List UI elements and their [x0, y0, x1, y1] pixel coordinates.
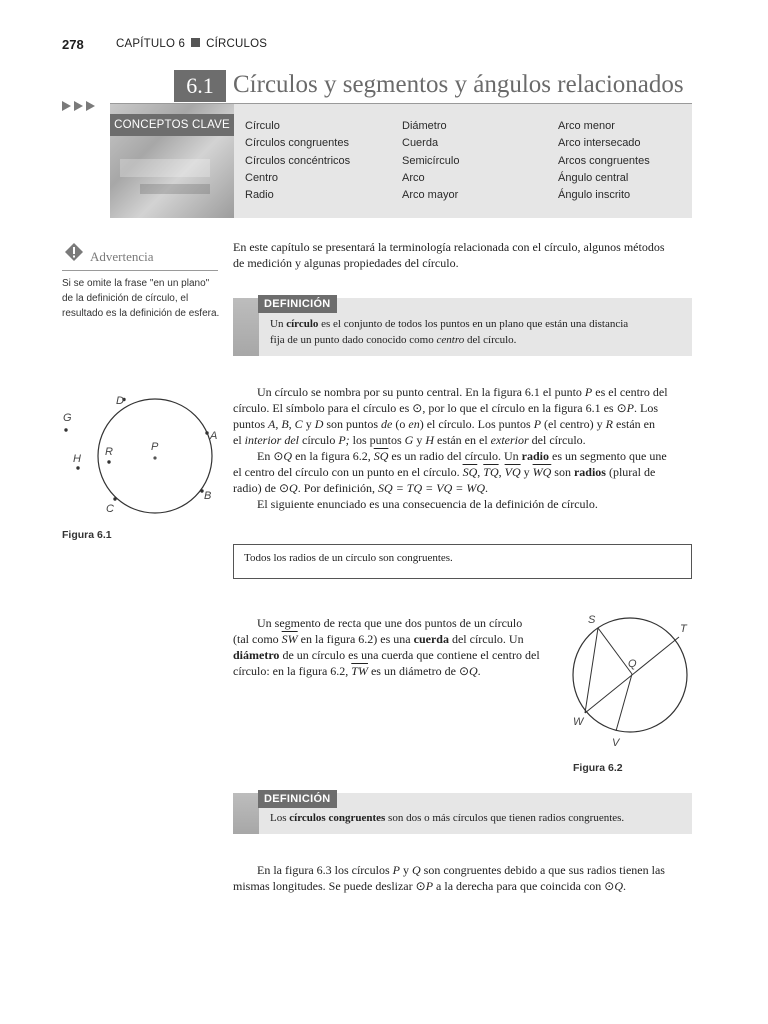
chapter-topic: CÍRCULOS [206, 38, 268, 50]
radius-sq [598, 628, 632, 674]
section-title: Círculos y segmentos y ángulos relacionados [233, 71, 684, 98]
definition-accent-strip [233, 793, 259, 834]
concept-item: Centro [245, 171, 279, 184]
concept-item: Arcos congruentes [558, 154, 650, 167]
label-r: R [105, 446, 113, 458]
warning-text: Si se omite la frase "en un plano" de la definición de círculo, el resultado es la definición de esfera. [62, 278, 220, 319]
point-a [205, 431, 208, 434]
chord-sw [585, 628, 598, 713]
concept-item: Cuerda [402, 137, 439, 150]
concept-item: Radio [245, 189, 274, 202]
theorem-box: Todos los radios de un círculo son congruentes. [233, 544, 692, 579]
key-concepts-column-2 [402, 118, 459, 204]
text-line: El siguiente enunciado es una consecuencia de la definición de círculo. [257, 497, 598, 511]
definition-label: DEFINICIÓN [258, 295, 337, 313]
label-v: V [612, 737, 620, 749]
concept-item: Círculos concéntricos [245, 154, 351, 167]
label-c: C [106, 503, 114, 515]
key-concepts-column-3 [558, 118, 650, 204]
definition-text: Un círculo es el conjunto de todos los puntos en un plano que están una distancia fija de un punto dado conocido como centro del círculo. [270, 318, 629, 346]
warning-icon [64, 242, 84, 262]
term-circulos-congruentes: círculos congruentes [289, 812, 386, 824]
circle-q [573, 618, 687, 732]
figure-6-2 [566, 610, 696, 755]
concept-item: Semicírculo [402, 154, 460, 167]
chord-paragraph: Un segmento de recta que une dos puntos de un círculo (tal como $\overline{SW}$ en la figura 6.2) es una cuerda del círculo. Un diámetro de un círculo es una cuerda que contiene el centro del círculo: en la figura 6.2, $\overline{TW}$ es un diámetro de ⊙Q. [233, 616, 540, 678]
triple-arrow-icon [62, 101, 95, 111]
concept-item: Círculo [245, 120, 280, 132]
warning-title: Advertencia [90, 249, 154, 264]
point-h [76, 466, 79, 469]
radius-vq [616, 674, 632, 731]
label-w: W [573, 716, 584, 728]
concept-item: Arco [402, 171, 425, 184]
term-circulo: círculo [286, 318, 319, 330]
label-p: P [151, 441, 159, 453]
label-g: G [63, 412, 72, 424]
chapter-label: CAPÍTULO 6 [116, 38, 186, 50]
concept-item: Arco mayor [402, 189, 459, 202]
square-bullet-icon [191, 38, 200, 47]
definition-label: DEFINICIÓN [258, 790, 337, 808]
figure-6-2-caption: Figura 6.2 [573, 762, 623, 774]
label-h: H [73, 453, 81, 465]
warning-divider [62, 270, 218, 271]
point-p [153, 456, 156, 459]
concept-item: Arco intersecado [558, 137, 641, 150]
intro-paragraph [233, 239, 698, 271]
term-centro: centro [436, 334, 465, 346]
point-c [113, 497, 116, 500]
section-number: 6.1 [174, 70, 226, 102]
congruent-circles-paragraph: En la figura 6.3 los círculos P y Q son congruentes debido a que sus radios tienen las mismas longitudes. Se puede deslizar ⊙P a la derecha para que coincida con ⊙Q. [233, 863, 665, 893]
text-line: de medición y algunas propiedades del círculo. [233, 256, 459, 270]
circle-p [98, 399, 212, 513]
concept-item: Ángulo central [558, 171, 629, 184]
key-concepts-label: CONCEPTOS CLAVE [110, 114, 234, 136]
definition-text: Los círculos congruentes son dos o más círculos que tienen radios congruentes. [270, 812, 625, 824]
definition-accent-strip [233, 298, 259, 356]
label-d: D [116, 395, 124, 407]
text-line: En este capítulo se presentará la terminología relacionada con el círculo, algunos métodos [233, 240, 665, 254]
label-a: A [210, 430, 218, 442]
running-header [116, 38, 267, 50]
page-number: 278 [62, 37, 84, 52]
label-s: S [588, 614, 596, 626]
point-r [107, 460, 110, 463]
circle-naming-paragraph: Un círculo se nombra por su punto central. En la figura 6.1 el punto P es el centro del círculo. El símbolo para el círculo es ⊙, por lo que el círculo en la figura 6.1 es ⊙P. Los puntos A, B, C y D son puntos de (o en) el círculo. Los puntos P (el centro) y R están en el interior del círculo P; los puntos G y H están en el exterior del círculo. [233, 385, 668, 447]
concept-item: Círculos congruentes [245, 137, 349, 150]
key-concepts-column-1 [245, 118, 350, 204]
label-b: B [204, 490, 212, 502]
label-q: Q [628, 658, 637, 670]
concept-item: Ángulo inscrito [558, 189, 631, 202]
figure-6-1 [56, 388, 226, 523]
figure-6-1-caption: Figura 6.1 [62, 529, 112, 541]
concept-item: Diámetro [402, 120, 447, 132]
concept-item: Arco menor [558, 120, 615, 132]
label-t: T [680, 623, 687, 635]
radius-paragraph: En ⊙Q en la figura 6.2, $\overline{SQ}$ es un radio del círculo. Un radio es un segmento que une el centro del círculo con un punto en el círculo. $\overline{SQ}$, $\overline{TQ}$, $\overline{VQ}$ y $\overline{WQ}$ son radios (plural de radio) de ⊙Q. Por definición, SQ = TQ = VQ = WQ. El siguiente enunciado es una consecuencia de la definición de círculo. [233, 448, 698, 512]
point-g [64, 428, 67, 431]
